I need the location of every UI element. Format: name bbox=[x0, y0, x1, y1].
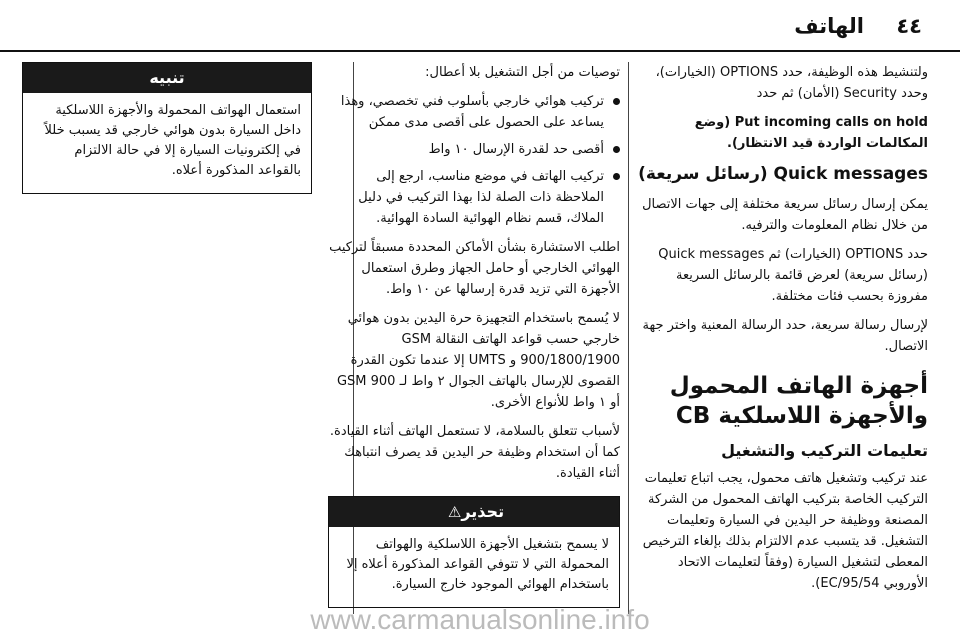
recommendations-list bbox=[328, 91, 620, 229]
quick-paragraph-2: حدد OPTIONS (الخيارات) ثم Quick messages (رسائل سريعة) لعرض قائمة بالرسائل السريعة مفروزة بحسب فئات مختلفة. bbox=[658, 247, 928, 304]
column-divider bbox=[628, 62, 629, 614]
gsm-paragraph: لا يُسمح باستخدام التجهيزة حرة اليدين بدون هوائي خارجي حسب قواعد الهاتف النقالة GSM 900/1800/1900 و UMTS إلا عندما تكون القدرة القصوى للإرسال بالهاتف الجوال ٢ واط لـ GSM 900 أو ١ واط للأنواع الأخرى. bbox=[336, 311, 620, 410]
watermark-url: www.carmanualsonline.info bbox=[310, 604, 650, 635]
installation-paragraph: عند تركيب وتشغيل هاتف محمول، يجب اتباع تعليمات التركيب الخاصة بتركيب الهاتف المحمول من الشركة المصنعة ووظيفة حر اليدين في السيارة وتعليمات التشغيل. قد يتسبب عدم الالتزام بذلك بإلغاء الترخيص المعطى لتشغيل السيارة (وفقاً لتعليمات الاتحاد الأوروبي 95/54/EC). bbox=[642, 471, 928, 591]
left-column bbox=[22, 62, 312, 202]
warning-triangle-icon: ⚠ bbox=[447, 503, 462, 521]
middle-column bbox=[328, 62, 620, 616]
mobile-devices-heading: أجهزة الهاتف المحمول والأجهزة اللاسلكية CB bbox=[669, 373, 928, 429]
safety-paragraph: لأسباب تتعلق بالسلامة، لا تستعمل الهاتف أثناء القيادة. كما أن استخدام وظيفة حر اليدين قد يصرف انتباهك أثناء القيادة. bbox=[329, 424, 620, 481]
notice-text: استعمال الهواتف المحمولة والأجهزة اللاسلكية داخل السيارة بدون هوائي خارجي قد يسبب خللاً في إلكترونيات السيارة إلا في حالة الالتزام بالقواعد المذكورة أعلاه. bbox=[44, 103, 301, 178]
intro-paragraph: ولتنشيط هذه الوظيفة، حدد OPTIONS (الخيارات)، وحدد Security (الأمان) ثم حدد bbox=[655, 65, 928, 101]
quick-paragraph-1: يمكن إرسال رسائل سريعة مختلفة إلى جهات الاتصال من خلال نظام المعلومات والترفيه. bbox=[642, 197, 928, 233]
list-item: أقصى حد لقدرة الإرسال ١٠ واط bbox=[328, 139, 604, 160]
list-item: تركيب الهاتف في موضع مناسب، ارجع إلى الملاحظة ذات الصلة لذا بهذا التركيب في دليل الملاك، قسم نظام الهوائية السادة الهوائية. bbox=[328, 166, 604, 229]
section-title: الهاتف bbox=[794, 14, 864, 38]
warning-box-body bbox=[329, 527, 619, 607]
warning-box-title bbox=[329, 497, 619, 527]
warning-box bbox=[328, 496, 620, 608]
installation-heading: تعليمات التركيب والتشغيل bbox=[721, 441, 928, 460]
notice-box-body bbox=[23, 93, 311, 193]
right-column bbox=[636, 62, 928, 602]
quick-messages-heading: Quick messages (رسائل سريعة) bbox=[638, 164, 928, 184]
recommendations-intro: توصيات من أجل التشغيل بلا أعطال: bbox=[425, 65, 620, 80]
warning-text: لا يسمح بتشغيل الأجهزة اللاسلكية والهواتف المحمولة التي لا تتوفي القواعد المذكورة أعلاه إلا باستخدام الهوائي الموجود خارج السيارة. bbox=[346, 537, 609, 592]
consult-paragraph: اطلب الاستشارة بشأن الأماكن المحددة مسبقاً لتركيب الهوائي الخارجي أو حامل الجهاز وطرق استعمال الأجهزة التي تزيد قدرة إرسالها عن ١٠ واط. bbox=[329, 240, 620, 297]
page-number: ٤٤ bbox=[896, 14, 922, 38]
intro-bold-option: Put incoming calls on hold (وضع المكالمات الواردة قيد الانتظار). bbox=[694, 115, 928, 151]
quick-paragraph-3: لإرسال رسالة سريعة، حدد الرسالة المعنية واختر جهة الاتصال. bbox=[642, 318, 928, 354]
warning-title-text: تحذير bbox=[461, 502, 505, 521]
notice-box-title: تنبيه bbox=[23, 63, 311, 93]
page-header bbox=[0, 0, 960, 52]
list-item: تركيب هوائي خارجي بأسلوب فني تخصصي، وهذا يساعد على الحصول على أقصى مدى ممكن bbox=[328, 91, 604, 133]
notice-box bbox=[22, 62, 312, 194]
